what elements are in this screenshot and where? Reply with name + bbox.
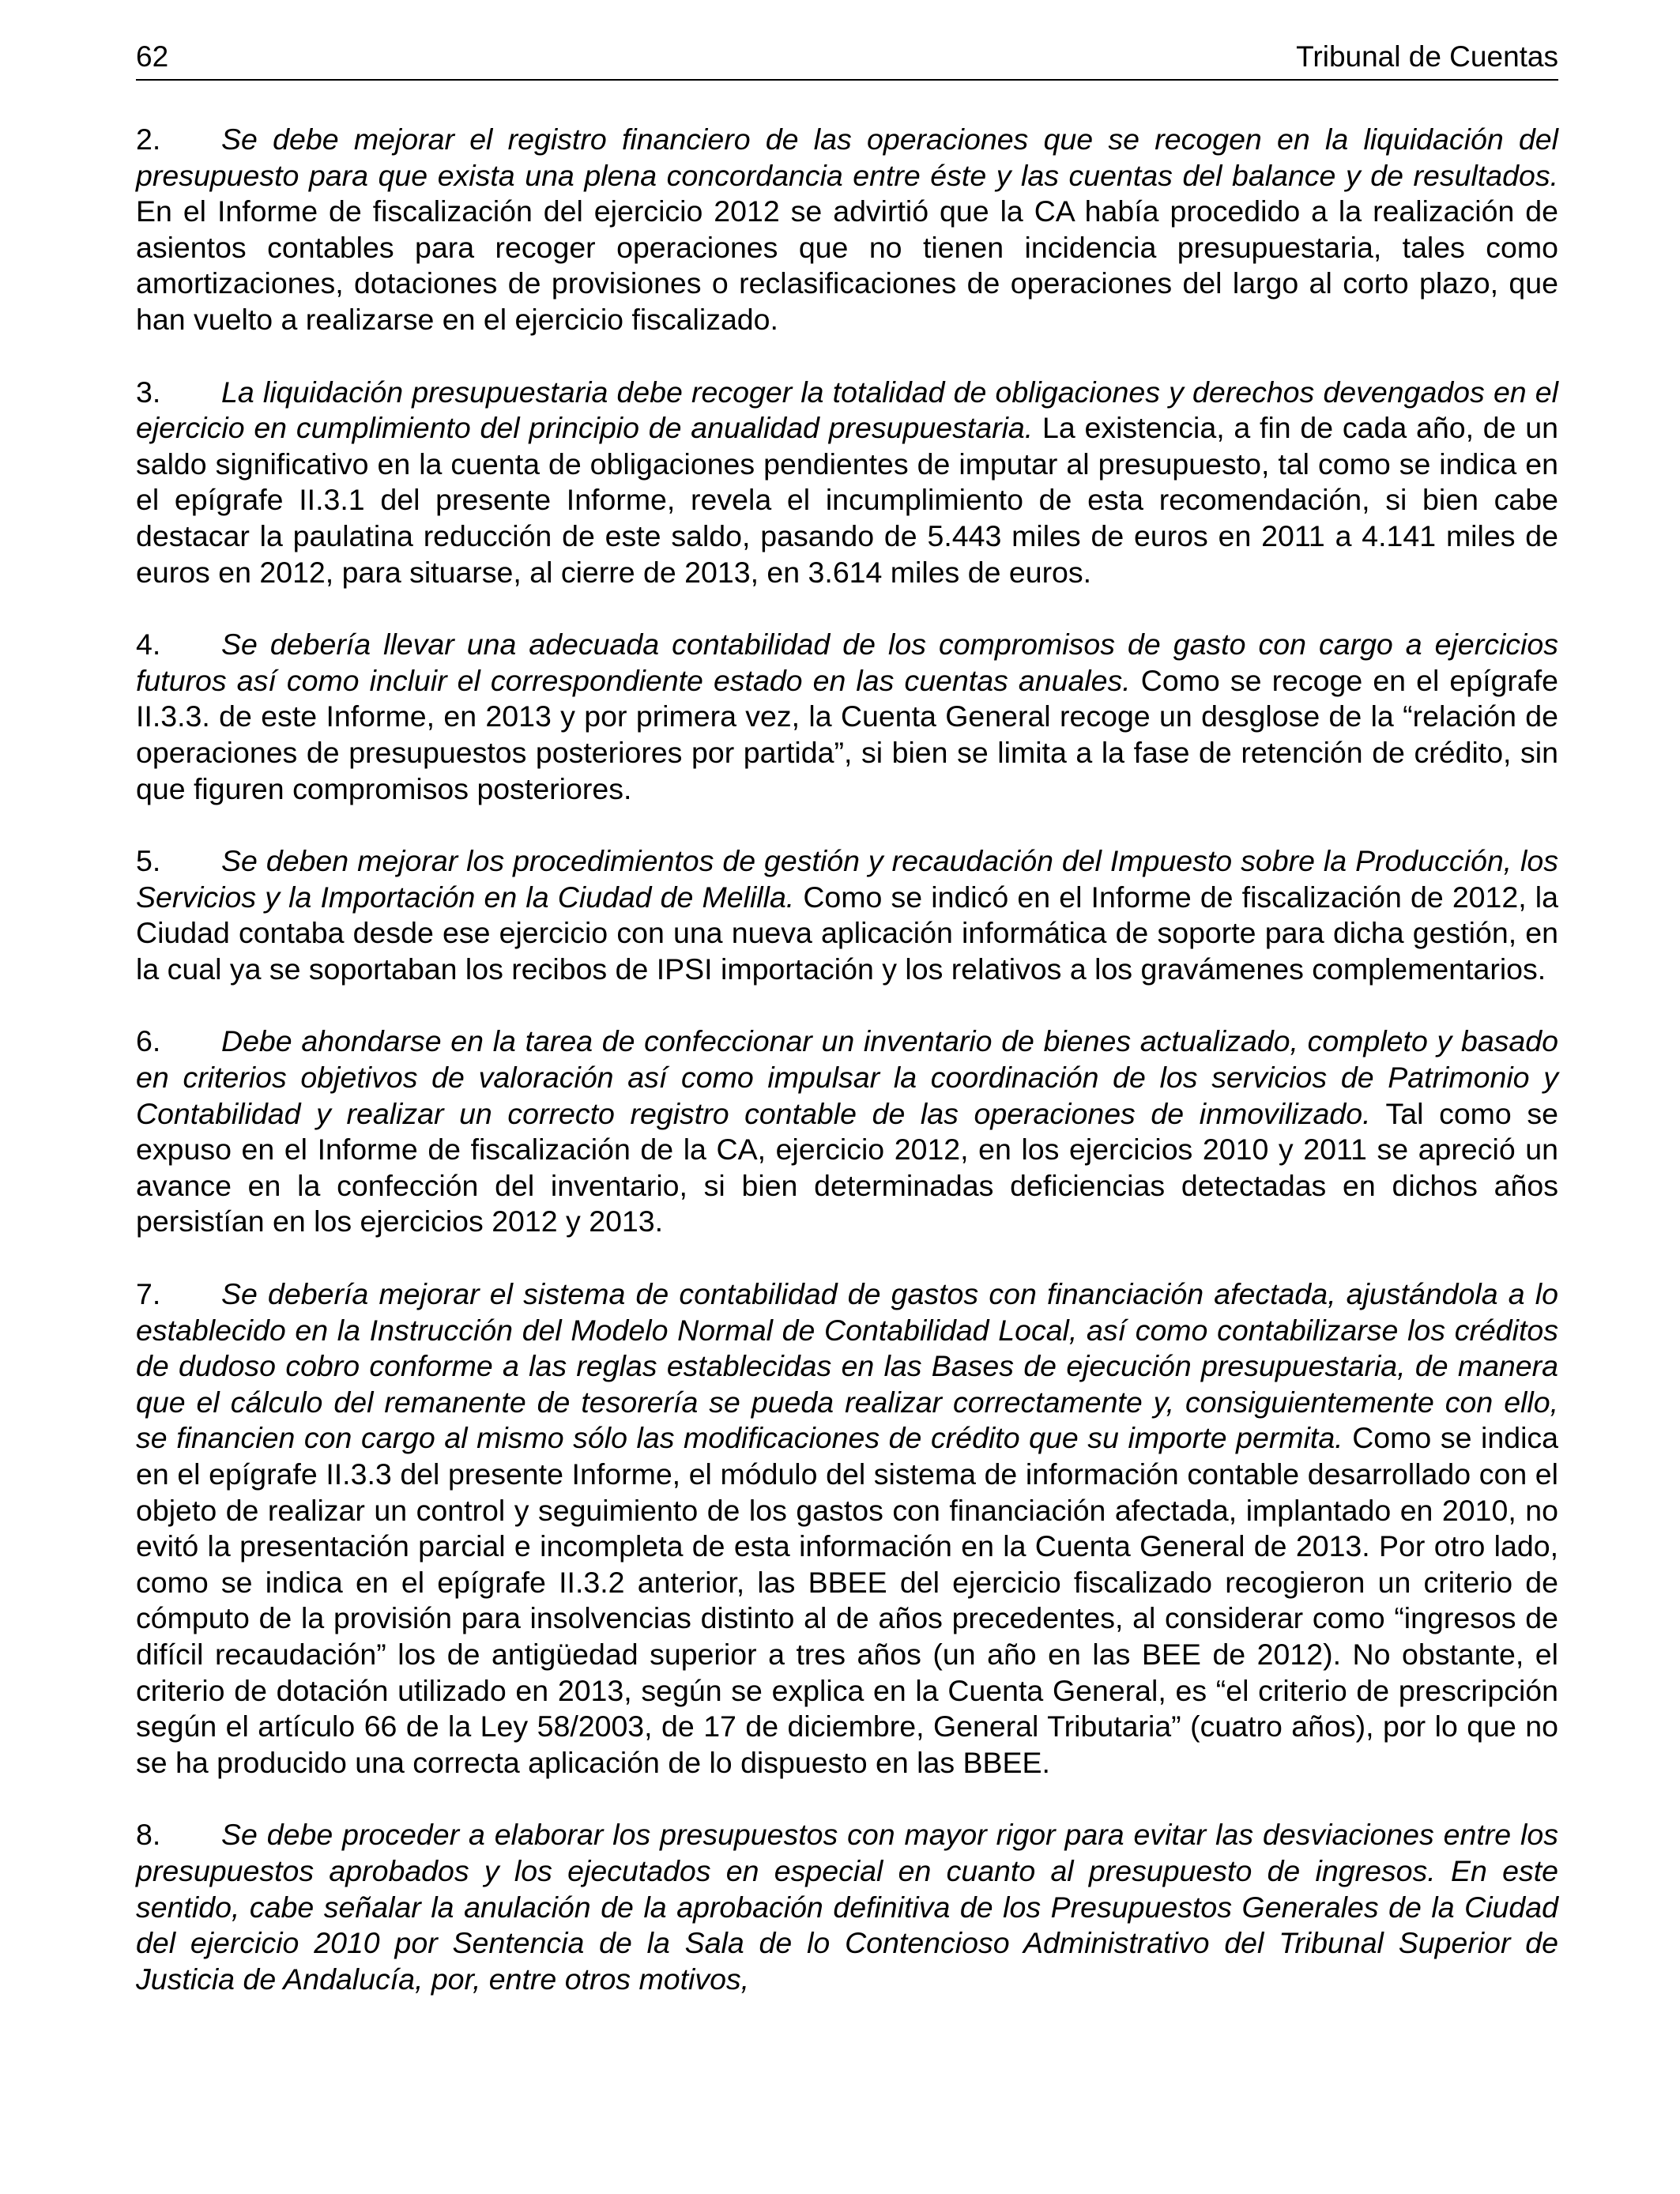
recommendation-text: Se debe mejorar el registro financiero de las operaciones que se recogen en la liquidación del presupuesto para que exista una plena concordancia entre éste y las cuentas del balance y de resultados.	[136, 123, 1558, 192]
paragraph-text: Tal como se expuso en el Informe de fiscalización de la CA, ejercicio 2012, en los ejercicios 2010 y 2011 se apreció un avance en la confección del inventario, si bien determinadas deficiencias detectadas en dichos años persistían en los ejercicios 2012 y 2013.	[136, 1096, 1559, 1238]
document-body	[136, 122, 1558, 1997]
paragraph-4	[136, 627, 1558, 807]
paragraph-8	[136, 1817, 1558, 1997]
paragraph-number: 5.	[136, 844, 161, 878]
header-title: Tribunal de Cuentas	[1296, 40, 1558, 73]
recommendation-text: Debe ahondarse en la tarea de confeccionar un inventario de bienes actualizado, completo y basado en criterios objetivos de valoración así como impulsar la coordinación de los servicios de Patrimonio y Contabilidad y realizar un correcto registro contable de las operaciones de inmovilizado.	[136, 1024, 1558, 1130]
paragraph-number: 8.	[136, 1818, 161, 1852]
recommendation-text: Se debería llevar una adecuada contabilidad de los compromisos de gasto con cargo a ejercicios futuros así como incluir el correspondiente estado en las cuentas anuales.	[136, 628, 1558, 697]
paragraph-number: 6.	[136, 1024, 161, 1058]
paragraph-text: Como se recoge en el epígrafe II.3.3. de este Informe, en 2013 y por primera vez, la Cuenta General recoge un desglose de la “relación de operaciones de presupuestos posteriores por partida”, si bien se limita a la fase de retención de crédito, sin que figuren compromisos posteriores.	[136, 663, 1558, 805]
paragraph-text: Como se indica en el epígrafe II.3.3 del presente Informe, el módulo del sistema de información contable desarrollado con el objeto de realizar un control y seguimiento de los gastos con financiación afectada, implantado en 2010, no evitó la presentación parcial e incompleta de esta información en la Cuenta General de 2013. Por otro lado, como se indica en el epígrafe II.3.2 anterior, las BBEE del ejercicio fiscalizado recogieron un criterio de cómputo de la provisión para insolvencias distinto al de años precedentes, al considerar como “ingresos de difícil recaudación” los de antigüedad superior a tres años (un año en las BEE de 2012). No obstante, el criterio de dotación utilizado en 2013, según se explica en la Cuenta General, es “el criterio de prescripción según el artículo 66 de la Ley 58/2003, de 17 de diciembre, General Tributaria” (cuatro años), por lo que no se ha producido una correcta aplicación de lo dispuesto en las BBEE.	[136, 1421, 1559, 1779]
paragraph-number: 7.	[136, 1277, 161, 1311]
paragraph-2	[136, 122, 1558, 338]
document-page	[136, 38, 1558, 2034]
paragraph-7	[136, 1276, 1558, 1781]
paragraph-number: 3.	[136, 375, 161, 409]
paragraph-text: Como se indicó en el Informe de fiscalización de 2012, la Ciudad contaba desde ese ejercicio con una nueva aplicación informática de soporte para dicha gestión, en la cual ya se soportaban los recibos de IPSI importación y los relativos a los gravámenes complementarios.	[136, 880, 1558, 986]
paragraph-text: La existencia, a fin de cada año, de un saldo significativo en la cuenta de obligaciones pendientes de imputar al presupuesto, tal como se indica en el epígrafe II.3.1 del presente Informe, revela el incumplimiento de esta recomendación, si bien cabe destacar la paulatina reducción de este saldo, pasando de 5.443 miles de euros en 2011 a 4.141 miles de euros en 2012, para situarse, al cierre de 2013, en 3.614 miles de euros.	[136, 411, 1558, 589]
recommendation-text: La liquidación presupuestaria debe recoger la totalidad de obligaciones y derechos devengados en el ejercicio en cumplimiento del principio de anualidad presupuestaria.	[136, 375, 1558, 445]
page-header	[136, 38, 1558, 81]
paragraph-6	[136, 1023, 1558, 1240]
paragraph-3	[136, 375, 1558, 591]
paragraph-text: En el Informe de fiscalización del ejercicio 2012 se advirtió que la CA había procedido a la realización de asientos contables para recoger operaciones que no tienen incidencia presupuestaria, tales como amortizaciones, dotaciones de provisiones o reclasificaciones de operaciones del largo al corto plazo, que han vuelto a realizarse en el ejercicio fiscalizado.	[136, 194, 1558, 336]
paragraph-5	[136, 843, 1558, 987]
paragraph-number: 4.	[136, 628, 161, 662]
paragraph-number: 2.	[136, 123, 161, 156]
page-number: 62	[136, 40, 169, 73]
recommendation-text: Se deben mejorar los procedimientos de gestión y recaudación del Impuesto sobre la Producción, los Servicios y la Importación en la Ciudad de Melilla.	[136, 844, 1558, 914]
recommendation-text: Se debe proceder a elaborar los presupuestos con mayor rigor para evitar las desviaciones entre los presupuestos aprobados y los ejecutados en especial en cuanto al presupuesto de ingresos. En este sentido, cabe señalar la anulación de la aprobación definitiva de los Presupuestos Generales de la Ciudad del ejercicio 2010 por Sentencia de la Sala de lo Contencioso Administrativo del Tribunal Superior de Justicia de Andalucía, por, entre otros motivos,	[136, 1818, 1558, 1996]
recommendation-text: Se debería mejorar el sistema de contabilidad de gastos con financiación afectada, ajustándola a lo establecido en la Instrucción del Modelo Normal de Contabilidad Local, así como contabilizarse los créditos de dudoso cobro conforme a las reglas establecidas en las Bases de ejecución presupuestaria, de manera que el cálculo del remanente de tesorería se pueda realizar correctamente y, consiguientemente con ello, se financien con cargo al mismo sólo las modificaciones de crédito que su importe permita.	[136, 1277, 1558, 1455]
